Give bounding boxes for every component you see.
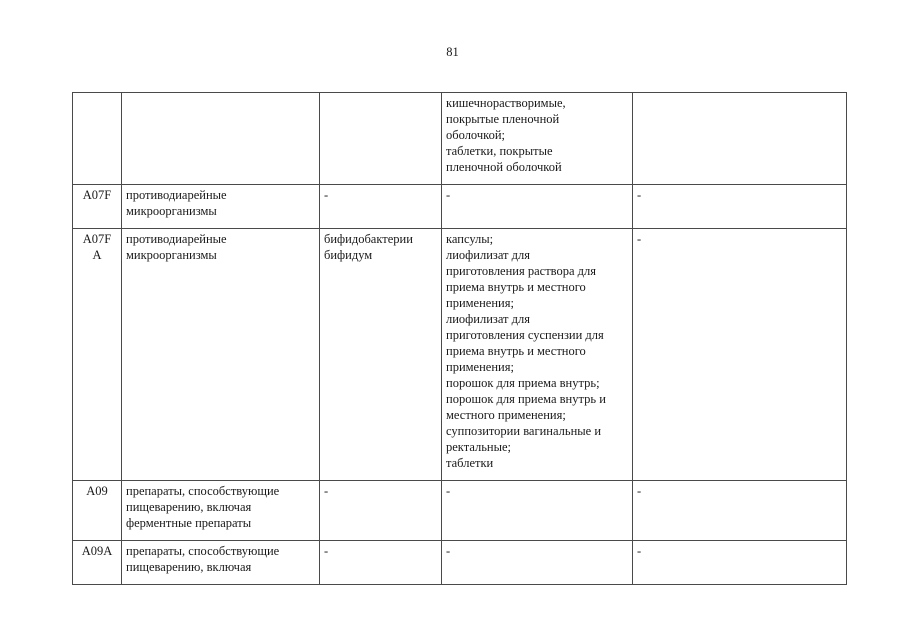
substance-cell: - — [320, 185, 442, 229]
medication-table — [72, 92, 847, 585]
atc-code-cell: A09A — [73, 541, 122, 585]
substance-cell: - — [320, 481, 442, 541]
group-name-cell: противодиарейные микроорганизмы — [122, 185, 320, 229]
dosage-forms-cell: кишечнорастворимые, покрытые пленочной оболочкой; таблетки, покрытые пленочной оболочкой — [442, 93, 633, 185]
group-name-cell: противодиарейные микроорганизмы — [122, 229, 320, 481]
table-row — [73, 481, 847, 541]
extra-cell: - — [633, 229, 847, 481]
page-number: 81 — [446, 45, 459, 59]
extra-cell: - — [633, 481, 847, 541]
dosage-forms-cell: капсулы; лиофилизат для приготовления раствора для приема внутрь и местного применения; лиофилизат для приготовления суспензии для приема внутрь и местного применения; порошок для приема внутрь; порошок для приема внутрь и местного применения; суппозитории вагинальные и ректальные; таблетки — [442, 229, 633, 481]
substance-cell — [320, 93, 442, 185]
extra-cell: - — [633, 185, 847, 229]
extra-cell — [633, 93, 847, 185]
atc-code-cell — [73, 93, 122, 185]
extra-cell: - — [633, 541, 847, 585]
atc-code-cell: A07F — [73, 185, 122, 229]
group-name-cell: препараты, способствующие пищеварению, включая ферментные препараты — [122, 481, 320, 541]
dosage-forms-cell: - — [442, 185, 633, 229]
atc-code-cell: A07F A — [73, 229, 122, 481]
table-row — [73, 93, 847, 185]
substance-cell: - — [320, 541, 442, 585]
group-name-cell — [122, 93, 320, 185]
atc-code-cell: A09 — [73, 481, 122, 541]
table-row — [73, 185, 847, 229]
table-row — [73, 229, 847, 481]
table-row — [73, 541, 847, 585]
substance-cell: бифидобактерии бифидум — [320, 229, 442, 481]
dosage-forms-cell: - — [442, 541, 633, 585]
dosage-forms-cell: - — [442, 481, 633, 541]
group-name-cell: препараты, способствующие пищеварению, включая — [122, 541, 320, 585]
